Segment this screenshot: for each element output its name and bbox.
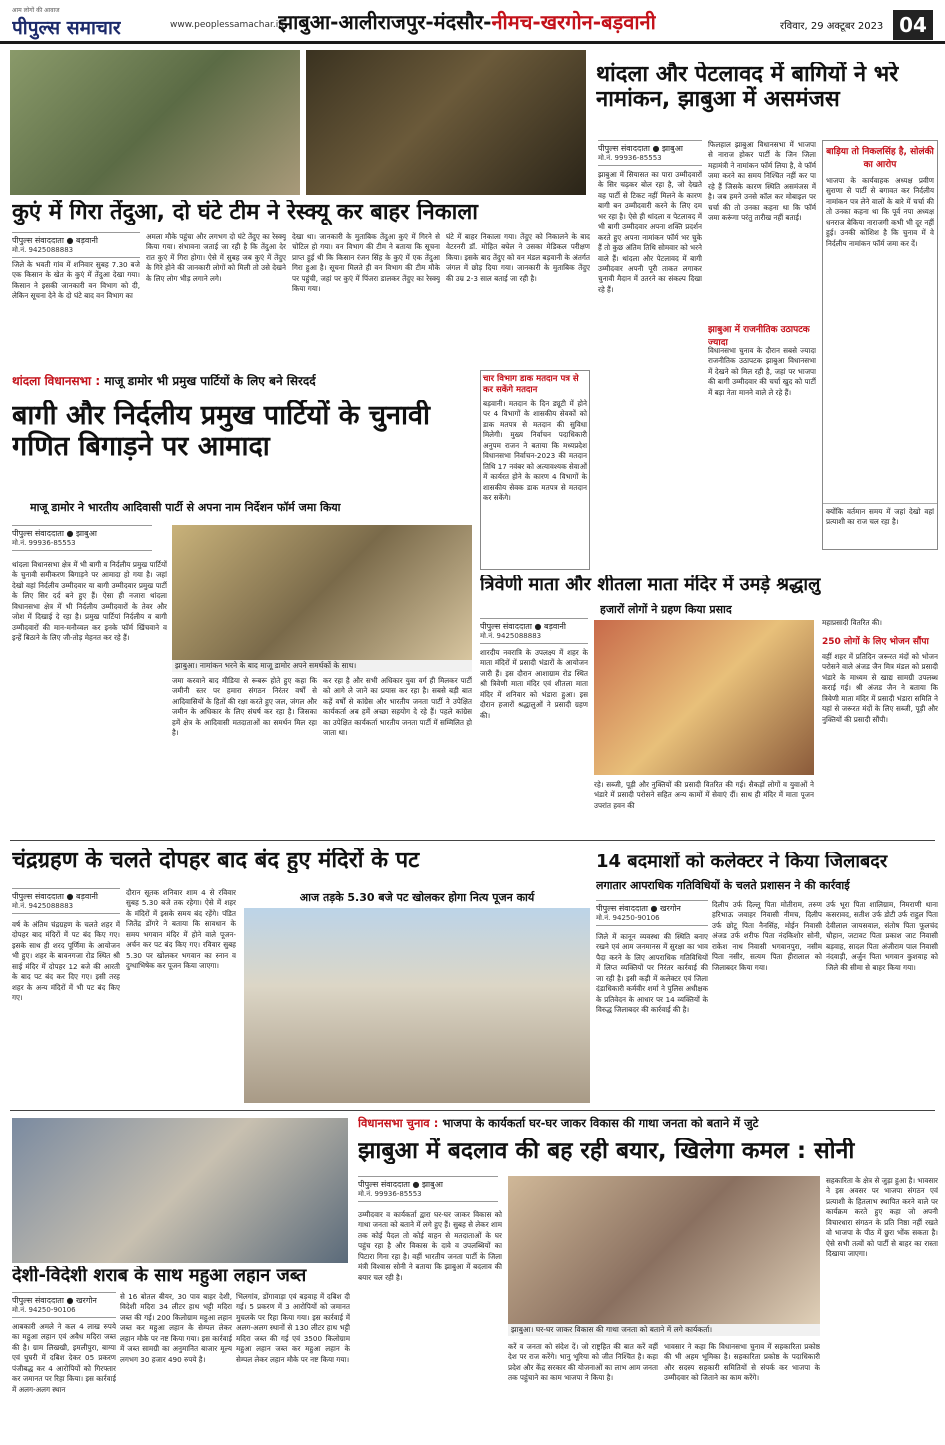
zilabadar-col3: उर्फ भूरा पिता शालिग्राम, निमराणी थाना कसरावद, सतीश उर्फ डोटी उर्फ राहुल पिता देवीलाल जायसवाल, संतोष पिता फूलचंद चौहान, जटावट पिता प्रकाश जाट निवासी बड़वाह, सादल पिता अंजीराम पाल निवासी नंदवाड़ी, अर्जुन पिता भगवान कुशवाह को जिले की सीमा से बाहर किया गया। [826, 900, 938, 972]
bjp-byline [358, 1176, 498, 1202]
bjp-mobile: मो.नं. 99936-85553 [358, 1190, 422, 1198]
zilabadar-col2: दिलीप उर्फ दिल्लू पिता मोतीराम, तरुण हरिभाऊ जवाहर निवासी नीमच, दिलीप उर्फ छोटू पिता नैनसिंह, मोईन निवासी अंजड उर्फ शरीफ पिता नंदकिशोर सोनी, राकेश नाथ निवासी भगवानपुरा, नसीम पिता नसीर, सत्यम पिता हीरालाल को जिलाबदर किया गया। [712, 900, 822, 972]
thandla-col2: जमा करवाने बाद मीडिया से रूबरू होते हुए कहा कि जमीनी स्तर पर हमारा संगठन निरंतर वर्षों से आदिवासियों के हितों की रक्षा करते हुए जल, जंगल और जमीन के अधिकार के लिए संघर्ष कर रहा है। जिसका हमें क्षेत्र के आदिवासी मतदाताओं का समर्थन मिल रहा है। [172, 676, 317, 738]
bjp-col3: भावसार ने कहा कि विधानसभा चुनाव में सहकारिता प्रकोष्ठ की भी अहम भूमिका है। सहकारिता प्रकोष्ठ के पदाधिकारी और सदस्य सहकारी समितियों से संपर्क कर भाजपा के उम्मीदवार को जिताने का काम करेंगे। [664, 1342, 820, 1383]
thandla-mobile: मो.नं. 99936-85553 [12, 539, 76, 547]
thandla-headline: बागी और निर्दलीय प्रमुख पार्टियों के चुनावी गणित बिगाड़ने पर आमादा [12, 400, 430, 463]
zilabadar-byline-text: पीपुल्स संवाददाता ● खरगोन [596, 904, 681, 913]
sidebox-footer: क्योंकि वर्तमान समय में जहां देखो वहां प्रत्याशी का राज चल रहा है। [823, 503, 937, 531]
zilabadar-subheadline: लगातार आपराधिक गतिविधियों के चलते प्रशासन ने की कार्रवाई [596, 879, 850, 892]
rebels-col2b: विधानसभा चुनाव के दौरान सबसे ज्यादा राजनीतिक उठापटक झाबुआ विधानसभा में देखने को मिल रही है, जहां पर भाजपा की बागी उम्मीदवार की चर्चा खुद को पार्टी में बड़ा नेता मानने वाले ले रहे हैं। [708, 346, 816, 397]
triveni-col3b: वहीं शहर में प्रतिदिन जरूरत मंदों को भोजन परोसने वाले अंजड जैन मित्र मंडल को प्रसादी भंडारे के माध्यम से खाद्य सामग्री उपलब्ध कराई गई। श्री अंजड जैन ने बताया कि त्रिवेणी माता मंदिर में प्रसादी भंडारा समिति ने यहां से जरूरत मंदों के लिए सब्जी, पूड़ी और नुक्तियों की प्रसादी सौंपी। [822, 652, 938, 724]
triveni-headline: त्रिवेणी माता और शीतला माता मंदिर में उमड़े श्रद्धालु [480, 575, 821, 595]
thandla-kicker [12, 372, 472, 389]
leopard-headline: कुएं में गिरा तेंदुआ, दो घंटे टीम ने रेस्क्यू कर बाहर निकाला [12, 200, 478, 225]
leopard-mobile: मो.नं. 9425088883 [12, 246, 74, 254]
liquor-seizure-photo [12, 1118, 348, 1263]
thandla-col1: थांदला विधानसभा क्षेत्र में भी बागी व निर्दलीय प्रमुख पार्टियों के चुनावी समीकरण बिगाड़ने पर आमादा हो गया है। जहां देखो वहां निर्दलीय उम्मीदवार या बागी उम्मीदवार प्रमुख पार्टी के लिए सिर दर्द बने हुए हैं। ऐसा ही नजारा थांदला विधानसभा क्षेत्र में भी निर्दलीय उम्मीदवारों के तेवर और जोश में दिखाई दे रहा है। प्रमुख पार्टियां निर्दलीय व बागी उम्मीदवारों की मान-मनौव्वल कर इनके फॉर्म खिंचवाने व इन्हें बिठाने के लिए जी-तोड़ मेहनत कर रहे हैं। [12, 560, 167, 643]
leopard-rescue-crowd-photo [10, 50, 300, 195]
eclipse-col2: दौरान सूतक शनिवार शाम 4 से रविवार सुबह 5.30 बजे तक रहेगा। ऐसे में शहर के मंदिरों में इसके समय बंद रहेंगे। पंडित जितेंद्र डोंगरे ने बताया कि सावधान के समय भगवान मंदिर में होने वाले पूजन-अर्चन कर पट बंद किए गए। रविवार सुबह 5.30 पर खोलकर भगवान का स्नान व दुग्धाभिषेक कर पूजन किया जाएगा। [126, 888, 236, 971]
zilabadar-mobile: मो.नं. 94250-90106 [596, 914, 660, 922]
eclipse-mobile: मो.नं. 9425088883 [12, 902, 74, 910]
bjp-photo-caption: झाबुआ। घर-घर जाकर विकास की गाथा जनता को बताने में लगे कार्यकर्ता। [508, 1324, 820, 1336]
postal-vote-box [480, 370, 590, 570]
bjp-byline-text: पीपुल्स संवाददाता ● झाबुआ [358, 1180, 443, 1189]
triveni-col1: शारदीय नवरात्रि के उपलक्ष्य में शहर के माता मंदिरों में प्रसादी भंडारों के आयोजन जारी हैं। इस दौरान आशाग्राम रोड स्थित श्री त्रिवेणी माता मंदिर एवं शीतला माता मंदिर में शनिवार को भंडारा हुआ। इस दौरान हजारों श्रद्धालुओं ने प्रसादी ग्रहण की। [480, 648, 588, 720]
postal-vote-headline: चार विभाग डाक मतदान पत्र से कर सकेंगे मतदान [483, 374, 579, 395]
sidebox-body: भाजपा के कार्यवाहक अध्यक्ष प्रवीण सुराणा से पार्टी से बगावत कर निर्दलीय नामांकन पत्र लेने वालों के बारे में चर्चा की तो उनका कहना था कि पूर्व नपा अध्यक्ष धनराज बेकिया नाराजगी कभी भी दूर नहीं हुई। उनकी कोशिश है कि चुनाव में वे निर्दलीय नामांकन फॉर्म जमा कर दें। [826, 176, 934, 248]
liquor-col2: से 16 बोतल बीयर, 30 पाव बाहर देशी, विदेशी मदिरा 34 लीटर हाथ भट्टी मदिरा जब्त की गई। 200 किलोग्राम महुआ लहान जब्त कर महुआ लहान के सेम्पल लेकर लहान मौके पर नष्ट किया गया। इस कार्रवाई में जब्त सामग्री का अनुमानित बाजार मूल्य लगभग 30 हजार 490 रुपये है। [120, 1292, 232, 1364]
section-divider [10, 840, 935, 841]
leopard-byline [12, 232, 140, 258]
bjp-headline: झाबुआ में बदलाव की बह रही बयार, खिलेगा कमल : सोनी [358, 1138, 855, 1164]
rebels-mobile: मो.नं. 99936-85553 [598, 154, 662, 162]
triveni-crowd-photo [594, 620, 814, 775]
postal-vote-body: बड़वानी। मतदान के दिन ड्यूटी में होने पर 4 विभागों के शासकीय सेवकों को डाक मतपत्र से मतदान की सुविधा मिलेगी। मुख्य निर्वाचन पदाधिकारी अनुपम राजन ने बताया कि मध्यप्रदेश विधानसभा निर्वाचन-2023 की मतदान तिथि 17 नवंबर को अत्यावश्यक सेवाओं में कार्यरत होने के कारण 4 विभागों के शासकीय सेवक डाक मतपत्र से मतदान कर सकेंगे। [483, 399, 587, 502]
temple-photo [244, 908, 590, 1103]
eclipse-col1: वर्ष के अंतिम चंद्रग्रहण के चलते शहर में दोपहर बाद मंदिरों में पट बंद किए गए। इसके साथ ही शरद पूर्णिमा के आयोजन भी हुए। शहर के बावनगजा रोड स्थित श्री साई मंदिर में दोपहर 12 बजे की आरती के बाद पट बंद कर दिए गए। इसी तरह शहर के अन्य मंदिरों में भी पट बंद किए गए। [12, 920, 120, 1003]
liquor-col3: भिलगांव, डोंगावाड़ा एवं बड़वाह में दबिश दी गई। 5 प्रकरण में 3 आरोपियों को जमानत मुचलके पर रिहा किया गया। इस कार्रवाई में अलग-अलग स्थानों से 130 लीटर हाथ भट्टी मदिरा जब्त की गई एवं 3500 किलोग्राम महुआ लहान जब्त कर महुआ लहान के सेम्पल लेकर लहान मौके पर नष्ट किया गया। [236, 1292, 350, 1364]
zilabadar-col1: जिले में कानून व्यवस्था की स्थिति बनाए रखने एवं आम जनमानस में सुरक्षा का भाव पैदा करने के लिए आपराधिक गतिविधियों में लिप्त व्यक्तियों पर निरंतर कार्रवाई की जा रही है। इसी कड़ी में कलेक्टर एवं जिला दंडाधिकारी कर्मवीर शर्मा ने पुलिस अधीक्षक के प्रतिवेदन के आधार पर 14 व्यक्तियों के विरुद्ध जिलाबदर की कार्रवाई की है। [596, 932, 708, 1015]
triveni-byline-text: पीपुल्स संवाददाता ● बड़वानी [480, 622, 566, 631]
thandla-subheadline: माजू डामोर ने भारतीय आदिवासी पार्टी से अपना नाम निर्देशन फॉर्म जमा किया [30, 501, 341, 514]
leopard-col1: जिले के भवती गांव में शनिवार सुबह 7.30 बजे एक किसान के खेत के कुएं में तेंदुआ देखा गया। किसान ने इसकी जानकारी वन विभाग को दी, लेकिन सूचना देने के दो घंटे बाद वन विभाग का [12, 260, 140, 301]
masthead-tagline: आम लोगों की आवाज [12, 7, 60, 14]
rebels-sidebox [822, 140, 938, 550]
sidebox-title: बाड़िया तो निकलसिंह है, सोलंकी का आरोप [826, 147, 934, 170]
eclipse-byline [12, 888, 120, 914]
leopard-col4: घंटे में बाहर निकाला गया। तेंदुए को निकालने के बाद वेटरनरी डॉ. मोहित बघेल ने उसका मेडिकल परीक्षण किया। इसके बाद तेंदुए को वन मंडल बड़वानी के अंतर्गत जंगल में छोड़ दिया गया। जानकारी के मुताबिक तेंदुए की उम्र 2-3 साल बताई जा रही है। [446, 232, 590, 283]
triveni-mobile: मो.नं. 9425088883 [480, 632, 542, 640]
section-divider-2 [10, 1110, 935, 1111]
bjp-kicker [358, 1116, 938, 1131]
page-header [0, 0, 945, 44]
thandla-byline-text: पीपुल्स संवाददाता ● झाबुआ [12, 529, 97, 538]
thandla-group-photo [172, 525, 472, 660]
triveni-col3: महाप्रसादी वितरित की। [822, 618, 882, 627]
liquor-col1: आबकारी अमले ने कल 4 लाख रुपये का महुआ लहान एवं अवैध मदिरा जब्त की है। ग्राम लिखखी, इमलीपुरा, बाग्या एवं घुघरी में दबिश देकर 05 प्रकरण पंजीबद्ध कर 4 आरोपियों को गिरफ्तार कर जमानत पर रिहा किया। इस कार्रवाई में अलग-अलग स्थान [12, 1322, 116, 1394]
page-number: 04 [893, 10, 933, 40]
rebels-subhead: झाबुआ में राजनीतिक उठापटक ज्यादा [708, 325, 810, 348]
masthead-title: पीपुल्स समाचार [12, 17, 121, 39]
leopard-col3: देखा था। जानकारी के मुताबिक तेंदुआ कुएं में गिरने से चोटिल हो गया। वन विभाग की टीम ने बताया कि सूचना प्राप्त हुई थी कि किसान रंजन सिंह के कुएं में एक तेंदुआ गिरा हुआ है। सूचना मिलते ही वन विभाग की टीम मौके पर पहुंची, जहां पर कुएं में पिंजरा डालकर तेंदुए का रेस्क्यू किया गया। [292, 232, 440, 294]
leopard-byline-text: पीपुल्स संवाददाता ● बड़वानी [12, 236, 98, 245]
eclipse-byline-text: पीपुल्स संवाददाता ● बड़वानी [12, 892, 98, 901]
region-title-part1: झाबुआ-आलीराजपुर-मंदसौर- [278, 10, 492, 34]
triveni-subheadline: हजारों लोगों ने ग्रहण किया प्रसाद [600, 603, 732, 616]
triveni-subhead: 250 लोगों के लिए भोजन सौंपा [822, 637, 929, 647]
rebels-headline: थांदला और पेटलावद में बागियों ने भरे नामांकन, झाबुआ में असमंजस [596, 62, 899, 113]
thandla-byline [12, 525, 152, 551]
bjp-col4: सहकारिता के क्षेत्र से जुड़ा हुआ है। भावसार ने इस अवसर पर भाजपा संगठन एवं प्रत्याशी के हितलाभ स्थापित करने वाले पर कार्यक्रम करते हुए कहा जो अपनी विचारधारा संगठन के प्रति निष्ठा नहीं रखते वो भाजपा के पीठ में छुरा भोंक सकता है। ऐसे सभी तत्वों को पार्टी से बाहर का रास्ता दिखाया जाएगा। [826, 1176, 938, 1259]
thandla-kicker-label: थांदला विधानसभा : [12, 374, 101, 388]
bjp-col1: उम्मीदवार व कार्यकर्ता द्वारा घर-घर जाकर विकास को गाथा जनता को बताने में लगे हुए हैं। सुबह से लेकर शाम तक कोई पैदल तो कोई वाहन से मतदाताओं के घर पहुंच रहा है और विकास के दावे व उपलब्धियों का पिटारा गिना रहा है। वहीं भारतीय जनता पार्टी के जिला मंत्री विश्वास सोनी ने बताया कि झाबुआ में बदलाव की बयार चल रही है। [358, 1210, 502, 1282]
liquor-headline: देशी-विदेशी शराब के साथ महुआ लहान जब्त [12, 1266, 307, 1286]
region-title-part2: नीमच-खरगोन-बड़वानी [491, 10, 656, 34]
rebels-byline [598, 140, 702, 166]
liquor-byline [12, 1292, 116, 1318]
region-title [278, 8, 656, 35]
triveni-byline [480, 618, 588, 644]
rebels-col2: फिलहाल झाबुआ विधानसभा में भाजपा से नाराज होकर पार्टी के जिन जिला महामंत्री ने नामांकन फॉर्म लिया है, वे फॉर्म जमा करने का समय निश्चित नहीं कर पा रहे हैं जिसके कारण स्थिति असमंजस में है। जब हमने उनसे कॉल कर मोबाइल पर चर्चा की तो उनका कहना था कि फॉर्म जमा करूंगा परंतु तारीख नहीं बताई। [708, 140, 816, 223]
zilabadar-byline [596, 900, 708, 926]
leopard-in-well-photo [306, 50, 586, 195]
thandla-col3: कर रहा है और सभी अधिकार युवा वर्ग ही मिलकर पार्टी को आगे ले जाने का प्रयास कर रहा है। सबसे बड़ी बात कहें वर्षों से कांग्रेस और भारतीय जनता पार्टी ने उपेक्षित कार्यकर्ता अब हमें अच्छा सहयोग दे रहे हैं। पहले कांग्रेस का उपेक्षित कार्यकर्ता भारतीय जनता पार्टी में सम्मिलित हो जाता था। [323, 676, 472, 738]
bjp-col2: करें व जनता को संदेश दें। जो राष्ट्रहित की बात करें वहीं देश पर राज करेंगे। भानु भूरिया को जीत निश्चित है। कहा प्रदेश और केंद्र सरकार की योजनाओं का लाभ आम जनता तक पहुंचाने का काम भाजपा ने किया है। [508, 1342, 658, 1383]
rebels-byline-text: पीपुल्स संवाददाता ● झाबुआ [598, 144, 683, 153]
liquor-byline-text: पीपुल्स संवाददाता ● खरगोन [12, 1296, 97, 1305]
masthead [12, 6, 121, 40]
bjp-kicker-rest: भाजपा के कार्यकर्ता घर-घर जाकर विकास की गाथा जनता को बताने में जुटे [442, 1116, 759, 1130]
issue-date: रविवार, 29 अक्टूबर 2023 [780, 21, 884, 32]
liquor-mobile: मो.नं. 94250-90106 [12, 1306, 76, 1314]
thandla-kicker-rest: माजू डामोर भी प्रमुख पार्टियों के लिए बने सिरदर्द [104, 374, 316, 388]
eclipse-headline: चंद्रग्रहण के चलते दोपहर बाद बंद हुए मंदिरों के पट [12, 848, 420, 873]
bjp-campaign-photo [508, 1176, 820, 1324]
leopard-col2: अमला मौके पहुंचा और लगभग दो घंटे तेंदुए का रेस्क्यू किया गया। संभावना जताई जा रही है कि तेंदुआ देर रात कुएं में गिरा होगा। ऐसे में सुबह जब कुएं में तेंदुए के गिरे होने की जानकारी लोगों को मिली तो उसे देखने के लिए लोग भीड़ लगाने लगे। [146, 232, 286, 283]
website-url: www.peoplessamachar.in [170, 20, 284, 30]
rebels-col1: झाबुआ में सियासत का पारा उम्मीदवारों के सिर चढ़कर बोल रहा है, जो देखते वह पार्टी से टिकट नहीं मिलने के कारण बागी बन उम्मीदवारी करने के लिए दम भर रहा है। ऐसे ही थांदला व पेटलावद में भी बागी उम्मीदवार अपना शक्ति प्रदर्शन करते हुए अपना नामांकन फॉर्म भर चुके हैं तो कुछ अंतिम तिथि सोमवार को भरने वाले हैं। थांदला और पेटलावद में बागी उम्मीदवार अपनी पूरी ताकत लगाकर चुनावी मैदान में उतरने का संकल्प दिखा रहे हैं। [598, 170, 702, 294]
bjp-kicker-label: विधानसभा चुनाव : [358, 1116, 439, 1130]
thandla-photo-caption: झाबुआ। नामांकन भरने के बाद माजू डामोर अपने समर्थकों के साथ। [172, 660, 472, 672]
zilabadar-headline: 14 बदमाशों को कलेक्टर ने किया जिलाबदर [596, 852, 888, 872]
eclipse-subheadline: आज तड़के 5.30 बजे पट खोलकर होगा नित्य पूजन कार्य [299, 891, 535, 904]
triveni-col2: रहे। सब्जी, पूड़ी और नुक्तियों की प्रसादी वितरित की गई। सैकड़ों लोगों व युवाओं ने भंडारे में प्रसादी परोसने सहित अन्य कामों में सेवाएं दीं। साथ ही मंदिर में माता पूजन उपरांत हवन की [594, 780, 814, 810]
